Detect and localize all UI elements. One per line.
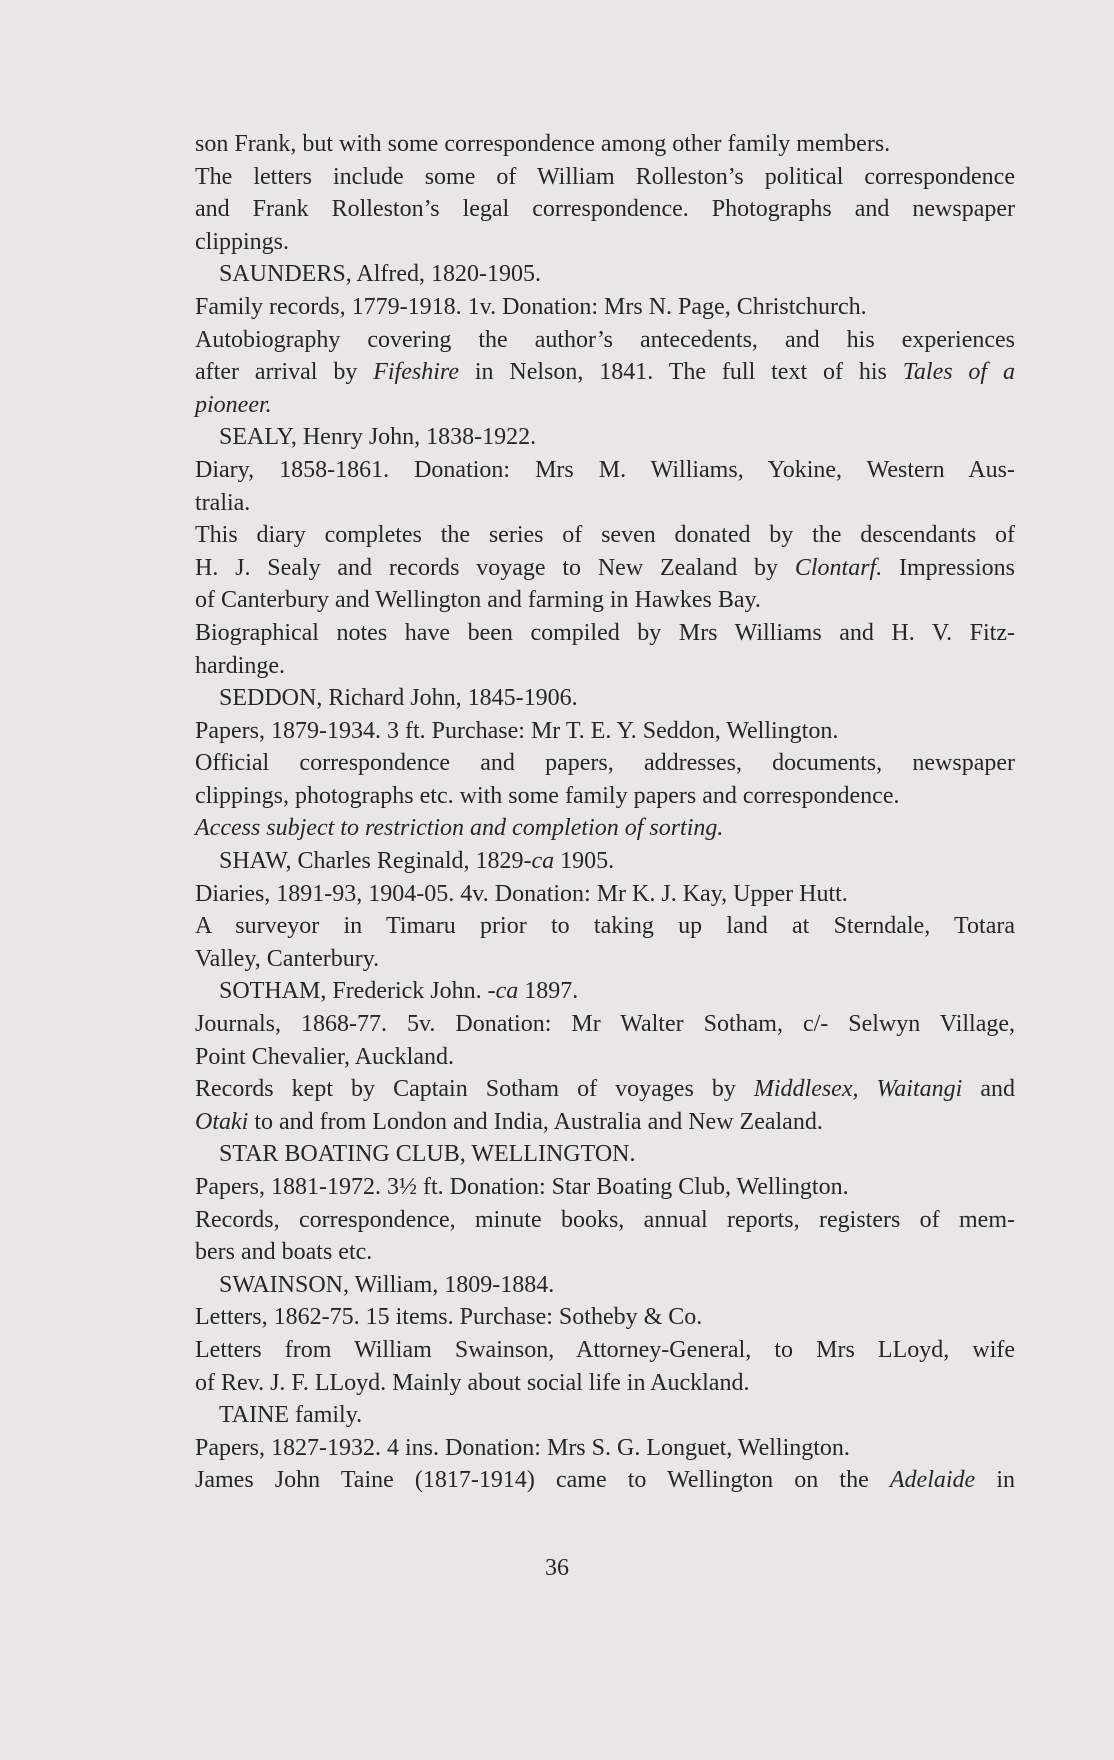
text-line bbox=[195, 1236, 1015, 1269]
italic-text: Clontarf. bbox=[794, 554, 883, 581]
italic-text: Middlesex, Waitangi bbox=[753, 1076, 963, 1103]
page-number: 36 bbox=[545, 1555, 569, 1581]
entry-heading bbox=[195, 682, 1015, 715]
text-line bbox=[195, 356, 1015, 389]
text-line bbox=[195, 715, 1015, 748]
text-line bbox=[195, 454, 1015, 487]
line-text: and bbox=[962, 1076, 1015, 1103]
entry-heading bbox=[195, 258, 1015, 291]
text-line bbox=[195, 1367, 1015, 1400]
entry-heading bbox=[195, 975, 1015, 1008]
line-text: SAUNDERS, Alfred, 1820-1905. bbox=[219, 261, 541, 288]
text-line bbox=[195, 389, 1015, 422]
entry-heading bbox=[195, 1399, 1015, 1432]
line-text: Valley, Canterbury. bbox=[195, 945, 380, 972]
line-text: Papers, 1827-1932. 4 ins. Donation: Mrs S. G. Longuet, Wellington. bbox=[195, 1434, 850, 1461]
text-line bbox=[195, 1008, 1015, 1041]
line-text: STAR BOATING CLUB, WELLINGTON. bbox=[219, 1141, 636, 1168]
line-text: in bbox=[975, 1467, 1015, 1494]
line-text: tralia. bbox=[195, 489, 251, 516]
line-text: Diary, 1858-1861. Donation: Mrs M. Williams, Yokine, Western Aus- bbox=[195, 456, 1015, 483]
line-text: Papers, 1879-1934. 3 ft. Purchase: Mr T. E. Y. Seddon, Wellington. bbox=[195, 717, 839, 744]
text-line bbox=[195, 910, 1015, 943]
text-line bbox=[195, 1432, 1015, 1465]
line-text: of Canterbury and Wellington and farming in Hawkes Bay. bbox=[195, 587, 761, 614]
italic-text: Access subject to restriction and completion of sorting. bbox=[195, 815, 724, 842]
line-text: son Frank, but with some correspondence among other family members. bbox=[195, 131, 891, 157]
entry-heading bbox=[195, 421, 1015, 454]
line-text: Point Chevalier, Auckland. bbox=[195, 1043, 454, 1070]
text-line bbox=[195, 1334, 1015, 1367]
text-line bbox=[195, 161, 1015, 194]
line-text: Diaries, 1891-93, 1904-05. 4v. Donation: Mr K. J. Kay, Upper Hutt. bbox=[195, 880, 848, 907]
line-text: Letters, 1862-75. 15 items. Purchase: Sotheby & Co. bbox=[195, 1304, 703, 1331]
line-text: SEALY, Henry John, 1838-1922. bbox=[219, 424, 537, 451]
text-line bbox=[195, 1041, 1015, 1074]
text-line bbox=[195, 291, 1015, 324]
line-text: Records kept by Captain Sotham of voyages by bbox=[195, 1076, 754, 1103]
line-text: Biographical notes have been compiled by Mrs Williams and H. V. Fitz- bbox=[195, 619, 1015, 646]
line-text: to and from London and India, Australia and New Zealand. bbox=[248, 1108, 823, 1135]
line-text: This diary completes the series of seven donated by the descendants of bbox=[195, 522, 1015, 549]
text-line bbox=[195, 1464, 1015, 1497]
line-text: after arrival by bbox=[195, 359, 374, 386]
text-line bbox=[195, 617, 1015, 650]
line-text: SHAW, Charles Reginald, 1829- bbox=[219, 848, 532, 875]
text-line bbox=[195, 878, 1015, 911]
line-text: James John Taine (1817-1914) came to Wellington on the bbox=[195, 1467, 890, 1494]
line-text: clippings. bbox=[195, 228, 289, 255]
text-line bbox=[195, 1171, 1015, 1204]
line-text: Letters from William Swainson, Attorney-General, to Mrs LLoyd, wife bbox=[195, 1336, 1015, 1363]
italic-text: Otaki bbox=[195, 1108, 249, 1135]
italic-text: Adelaide bbox=[889, 1467, 976, 1494]
line-text: The letters include some of William Rolleston’s political correspondence bbox=[195, 163, 1015, 190]
text-line bbox=[195, 1073, 1015, 1106]
line-text: H. J. Sealy and records voyage to New Zealand by bbox=[195, 554, 795, 581]
catalogue-text-block bbox=[195, 128, 1015, 1497]
line-text: A surveyor in Timaru prior to taking up land at Sterndale, Totara bbox=[195, 913, 1015, 940]
line-text: Family records, 1779-1918. 1v. Donation: Mrs N. Page, Christchurch. bbox=[195, 293, 867, 320]
text-line bbox=[195, 193, 1015, 226]
text-line bbox=[195, 650, 1015, 683]
line-text: TAINE family. bbox=[219, 1402, 363, 1429]
line-text: in Nelson, 1841. The full text of his bbox=[458, 359, 903, 386]
text-line bbox=[195, 324, 1015, 357]
line-text: Impressions bbox=[882, 554, 1015, 581]
italic-text: ca bbox=[495, 978, 519, 1005]
italic-text: Fifeshire bbox=[373, 359, 459, 386]
line-text: SEDDON, Richard John, 1845-1906. bbox=[219, 685, 578, 712]
text-line bbox=[195, 519, 1015, 552]
text-line bbox=[195, 780, 1015, 813]
italic-text: Tales of a bbox=[902, 359, 1015, 386]
text-line bbox=[195, 1106, 1015, 1139]
line-text: Official correspondence and papers, addresses, documents, newspaper bbox=[195, 750, 1015, 777]
entry-heading bbox=[195, 1138, 1015, 1171]
line-text: bers and boats etc. bbox=[195, 1239, 373, 1266]
line-text: SWAINSON, William, 1809-1884. bbox=[219, 1271, 555, 1298]
italic-text: ca bbox=[531, 848, 555, 875]
line-text: clippings, photographs etc. with some family papers and correspondence. bbox=[195, 782, 900, 809]
line-text: 1897. bbox=[518, 978, 579, 1005]
line-text: Journals, 1868-77. 5v. Donation: Mr Walter Sotham, c/- Selwyn Village, bbox=[195, 1011, 1015, 1038]
italic-text: pioneer. bbox=[195, 391, 272, 418]
text-line bbox=[195, 552, 1015, 585]
text-line bbox=[195, 1301, 1015, 1334]
line-text: of Rev. J. F. LLoyd. Mainly about social life in Auckland. bbox=[195, 1369, 750, 1396]
entry-heading bbox=[195, 1269, 1015, 1302]
line-text: hardinge. bbox=[195, 652, 285, 679]
text-line bbox=[195, 128, 1015, 161]
line-text: and Frank Rolleston’s legal correspondence. Photographs and newspaper bbox=[195, 196, 1015, 223]
text-line bbox=[195, 487, 1015, 520]
line-text: Records, correspondence, minute books, annual reports, registers of mem- bbox=[195, 1206, 1015, 1233]
text-line bbox=[195, 226, 1015, 259]
text-line bbox=[195, 747, 1015, 780]
line-text: Autobiography covering the author’s antecedents, and his experiences bbox=[195, 326, 1015, 353]
line-text: SOTHAM, Frederick John. - bbox=[219, 978, 496, 1005]
text-line bbox=[195, 943, 1015, 976]
text-line bbox=[195, 812, 1015, 845]
line-text: 1905. bbox=[554, 848, 615, 875]
line-text: Papers, 1881-1972. 3½ ft. Donation: Star Boating Club, Wellington. bbox=[195, 1174, 849, 1200]
text-line bbox=[195, 1204, 1015, 1237]
text-line bbox=[195, 584, 1015, 617]
entry-heading bbox=[195, 845, 1015, 878]
